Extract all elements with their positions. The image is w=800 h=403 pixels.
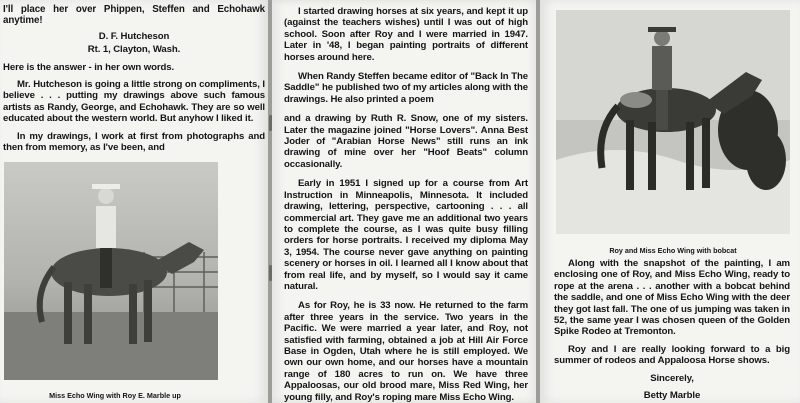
mid-paragraph-poem: and a drawing by Ruth R. Snow, one of my sisters. Later the magazine joined "Horse Lovers". Anna Best Joder of "Arabian Horse News" still runs an ink drawing of mine over her "Hoof Beats" column occasionally. — [284, 113, 528, 170]
signature-name: D. F. Hutcheson — [98, 30, 170, 42]
photo-rider-on-horse-image — [4, 162, 218, 380]
photo-rider-with-bobcat — [556, 10, 790, 234]
photo-rider-on-horse — [4, 162, 218, 380]
right-paragraph-summer: Roy and I are really looking forward to a big summer of rodeos and Appaloosa Horse shows. — [554, 343, 790, 367]
middle-page — [272, 0, 536, 403]
left-paragraph-drawings: In my drawings, I work at first from photographs and then from memory, as I've been, and — [3, 130, 265, 154]
right-paragraph-snapshot: Along with the snapshot of the painting, I am enclosing one of Roy, and Miss Echo Wing, ready to rope at the arena . . . another with a bobcat behind the saddle, and one of Miss Echo Wing with the deer they got last fall. The one of us jumping was taken in 52, the same year I was chosen queen of the Golden Spike Rodeo at Tremonton. — [554, 258, 790, 338]
left-paragraph-intro: I'll place her over Phippen, Steffen and Echohawk anytime! — [3, 4, 265, 27]
photo-rider-with-bobcat-image — [556, 10, 790, 234]
mid-paragraph-roy: As for Roy, he is 33 now. He returned to the farm after three years in the service. Two years in the Pacific. We were married a year later, and Roy, not satisfied with farming, obtained a job at Hill Air Force Base in Ogden, Utah where he is still employed. We own our own home, and our horses have a mountain range of 180 acres to run on. We have three Appaloosas, our old brood mare, Miss Red Wing, her young filly, and Roy's roping mare Miss Echo Wing. — [284, 300, 528, 403]
left-page-text — [3, 4, 265, 153]
closing-sincerely: Sincerely, — [650, 372, 694, 384]
left-paragraph-answer: Here is the answer - in her own words. — [3, 61, 175, 73]
left-paragraph-compliments: Mr. Hutcheson is going a little strong on compliments, I believe . . . putting my drawings above such famous artists as Randy, George, and Echohawk. They are so well educated about the western world. But anyhow I liked it. — [3, 79, 265, 125]
middle-page-text — [284, 6, 528, 403]
closing-signature: Betty Marble — [643, 390, 701, 402]
right-page-text — [554, 258, 790, 401]
caption-right-photo: Roy and Miss Echo Wing with bobcat — [609, 246, 737, 256]
mid-paragraph-steffen: When Randy Steffen became editor of "Back In The Saddle" he published two of my articles along with the drawings. He also printed a poem — [284, 71, 528, 105]
mid-paragraph-course: Early in 1951 I signed up for a course from Art Instruction in Minneapolis, Minnesota. It included drawing, lettering, perspective, cartooning . . . all commercial art. They gave me an additional two years to complete the course, as I was quite busy filling orders for horse portraits. I received my diploma May 3, 1954. The course never gave anything on painting scenery or horses in oil. I learned all I know about that from real life, and by myself, so I would say it came natural. — [284, 178, 528, 292]
caption-left-photo: Miss Echo Wing with Roy E. Marble up — [49, 391, 181, 401]
signature-address: Rt. 1, Clayton, Wash. — [87, 44, 181, 56]
mid-paragraph-early: I started drawing horses at six years, and kept it up (against the teachers wishes) until I was out of high school. Soon after Roy and I were married in 1947. Later in '48, I began painting portraits of different horses around here. — [284, 6, 528, 63]
